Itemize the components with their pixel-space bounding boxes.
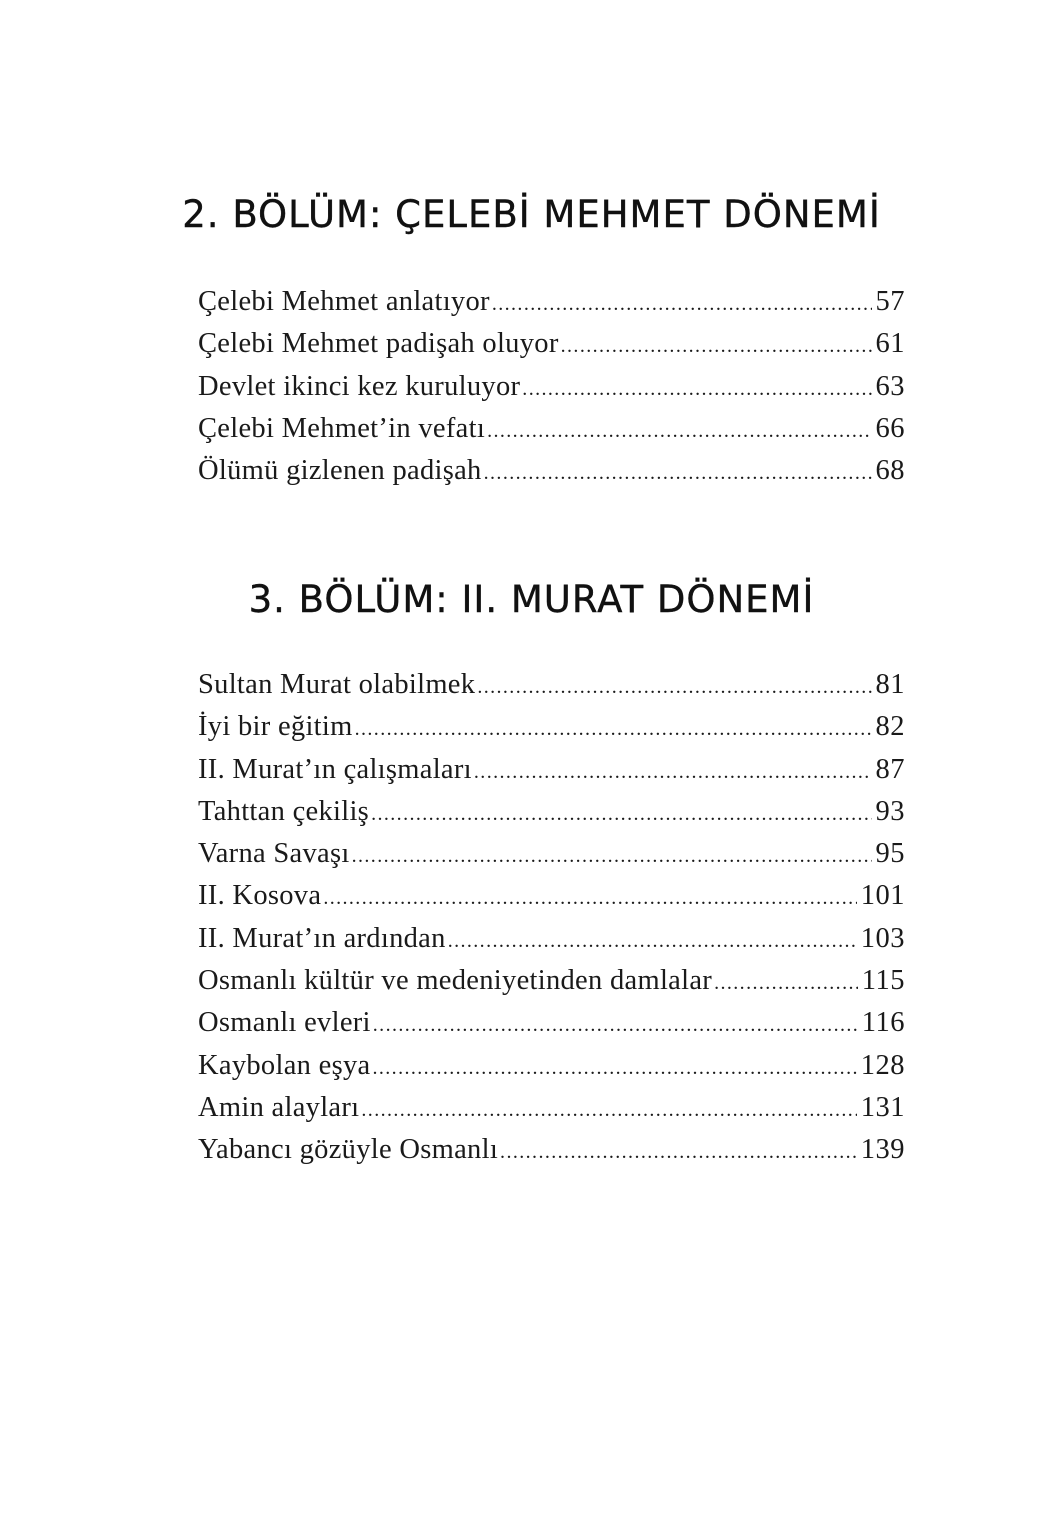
toc-entry (198, 706, 905, 748)
dot-leader (371, 804, 871, 824)
dot-leader (492, 294, 872, 314)
toc-entry-page: 66 (875, 412, 905, 444)
toc-entry (198, 408, 905, 450)
dot-leader (522, 379, 871, 399)
dot-leader (477, 677, 871, 697)
toc-entry-page: 68 (875, 455, 905, 487)
dot-leader (561, 336, 872, 356)
dot-leader (714, 973, 858, 993)
toc-entry-page: 101 (860, 880, 905, 912)
toc-entry-title: Tahttan çekiliş (198, 795, 370, 827)
dot-leader (372, 1058, 856, 1078)
toc-entry (198, 664, 905, 706)
toc-entry (198, 366, 905, 408)
toc-entry-title: Çelebi Mehmet anlatıyor (198, 286, 490, 317)
toc-entry-page: 139 (860, 1134, 905, 1166)
dot-leader (373, 1015, 858, 1035)
toc-entry-title: Osmanlı kültür ve medeniyetinden damlalar (198, 965, 713, 997)
toc-entry-page: 95 (875, 838, 905, 870)
toc-entry-page: 103 (860, 922, 905, 954)
toc-entry-page: 131 (860, 1091, 905, 1123)
dot-leader (355, 719, 872, 739)
toc-entry-title: Çelebi Mehmet’in vefatı (198, 412, 486, 444)
toc-entry-page: 116 (861, 1007, 905, 1039)
toc-entry-title: Yabancı gözüyle Osmanlı (198, 1134, 499, 1166)
toc-entry-title: Ölümü gizlenen padişah (198, 455, 482, 487)
dot-leader (352, 846, 872, 866)
toc-entry-page: 82 (875, 711, 905, 743)
dot-leader (474, 762, 872, 782)
toc-entry (198, 281, 905, 323)
toc-entry-title: Amin alayları (198, 1091, 360, 1123)
dot-leader (361, 1100, 856, 1120)
toc-entry (198, 918, 905, 960)
toc-list-section-3 (198, 664, 905, 1172)
toc-entry-title: II. Kosova (198, 880, 322, 912)
toc-entry (198, 749, 905, 791)
toc-entry-title: Devlet ikinci kez kuruluyor (198, 370, 521, 402)
toc-entry (198, 1002, 905, 1044)
toc-entry-page: 57 (875, 286, 905, 317)
toc-entry (198, 875, 905, 917)
toc-entry-title: II. Murat’ın ardından (198, 922, 446, 954)
toc-entry-page: 93 (875, 795, 905, 827)
dot-leader (323, 888, 856, 908)
toc-entry-title: Sultan Murat olabilmek (198, 669, 476, 700)
toc-entry-title: Çelebi Mehmet padişah oluyor (198, 328, 559, 360)
dot-leader (448, 931, 857, 951)
toc-list-section-2 (198, 281, 905, 492)
toc-entry-page: 115 (861, 965, 905, 997)
toc-entry-title: Varna Savaşı (198, 838, 350, 870)
toc-entry (198, 791, 905, 833)
toc-entry (198, 1087, 905, 1129)
toc-entry-page: 87 (875, 753, 905, 785)
toc-entry-title: İyi bir eğitim (198, 711, 353, 743)
toc-entry-title: Osmanlı evleri (198, 1007, 371, 1039)
dot-leader (487, 421, 871, 441)
toc-entry-page: 63 (875, 370, 905, 402)
toc-entry (198, 1129, 905, 1171)
toc-entry-page: 81 (875, 669, 905, 700)
toc-entry-page: 128 (860, 1049, 905, 1081)
toc-entry (198, 833, 905, 875)
section-heading-2: 2. BÖLÜM: ÇELEBİ MEHMET DÖNEMİ (182, 193, 881, 236)
toc-entry (198, 450, 905, 492)
toc-entry (198, 1045, 905, 1087)
toc-entry (198, 960, 905, 1002)
dot-leader (500, 1142, 857, 1162)
dot-leader (484, 463, 872, 483)
toc-entry-title: II. Murat’ın çalışmaları (198, 753, 472, 785)
section-heading-3: 3. BÖLÜM: II. MURAT DÖNEMİ (248, 578, 815, 621)
toc-entry (198, 323, 905, 365)
toc-entry-page: 61 (875, 328, 905, 360)
toc-entry-title: Kaybolan eşya (198, 1049, 371, 1081)
